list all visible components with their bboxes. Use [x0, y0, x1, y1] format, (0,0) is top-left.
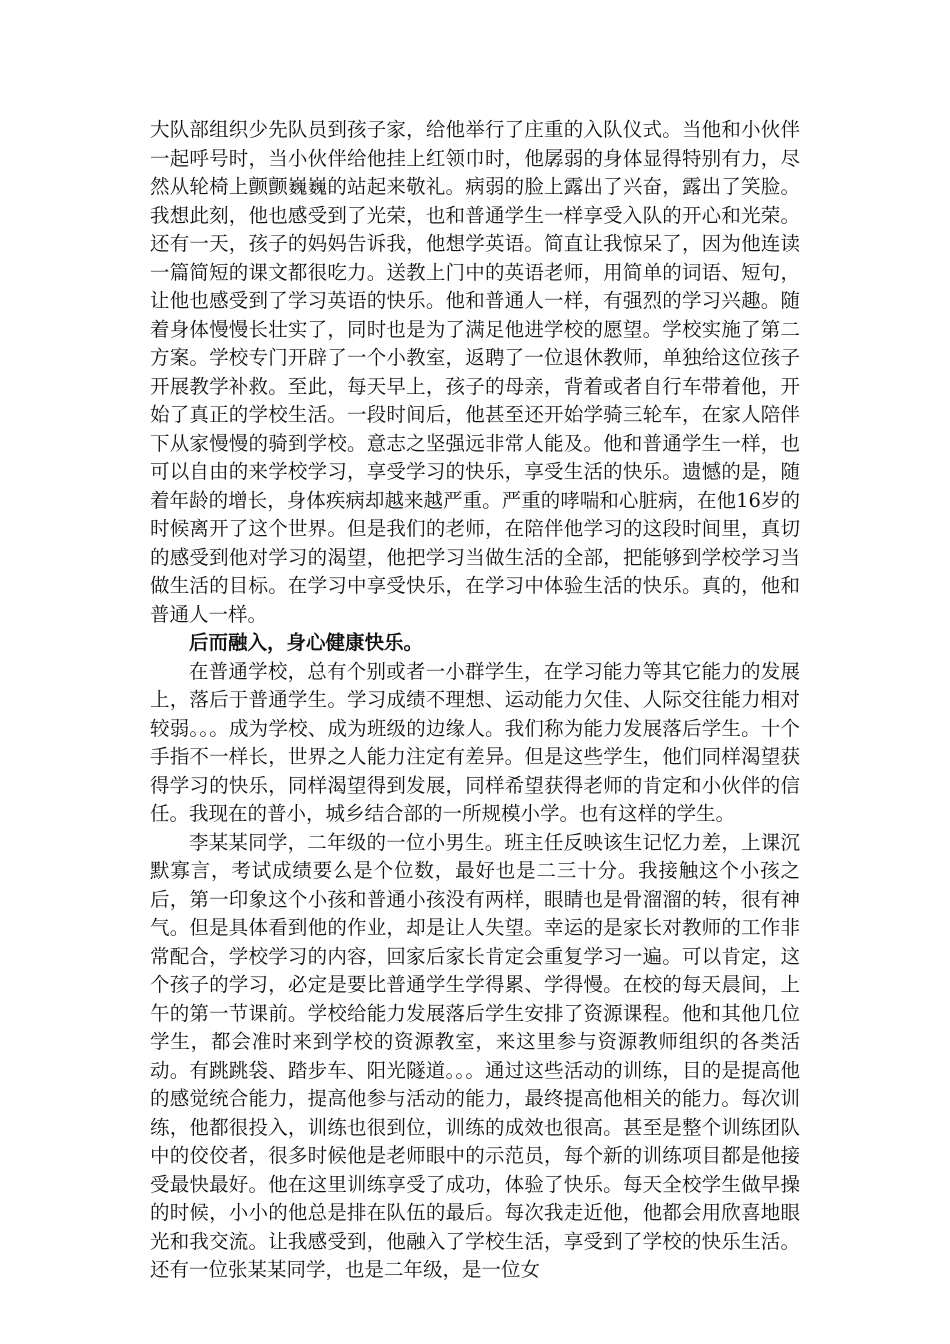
document-body [150, 116, 800, 1285]
paragraph-2: 在普通学校，总有个别或者一小群学生，在学习能力等其它能力的发展上，落后于普通学生。学习成绩不理想、运动能力欠佳、人际交往能力相对较弱。。。成为学校、成为班级的边缘人。我们称为能力发展落后学生。十个手指不一样长，世界之人能力注定有差异。但是这些学生，他们同样渴望获得学习的快乐，同样渴望得到发展，同样希望获得老师的肯定和小伙伴的信任。我现在的普小，城乡结合部的一所规模小学。也有这样的学生。 [150, 659, 800, 825]
section-heading: 后而融入，身心健康快乐。 [189, 631, 424, 654]
paragraph-1: 大队部组织少先队员到孩子家，给他举行了庄重的入队仪式。当他和小伙伴一起呼号时，当小伙伴给他挂上红领巾时，他孱弱的身体显得特别有力，尽然从轮椅上颤颤巍巍的站起来敬礼。病弱的脸上露出了兴奋，露出了笑脸。我想此刻，他也感受到了光荣，也和普通学生一样享受入队的开心和光荣。还有一天，孩子的妈妈告诉我，他想学英语。简直让我惊呆了，因为他连读一篇简短的课文都很吃力。送教上门中的英语老师，用简单的词语、短句，让他也感受到了学习英语的快乐。他和普通人一样，有强烈的学习兴趣。随着身体慢慢长壮实了，同时也是为了满足他进学校的愿望。学校实施了第二方案。学校专门开辟了一个小教室，返聘了一位退休教师，单独给这位孩子开展教学补救。至此，每天早上，孩子的母亲，背着或者自行车带着他，开始了真正的学校生活。一段时间后，他甚至还开始学骑三轮车，在家人陪伴下从家慢慢的骑到学校。意志之坚强远非常人能及。他和普通学生一样，也可以自由的来学校学习，享受学习的快乐，享受生活的快乐。遗憾的是，随着年龄的增长，身体疾病却越来越严重。严重的哮喘和心脏病，在他16岁的时候离开了这个世界。但是我们的老师，在陪伴他学习的这段时间里，真切的感受到他对学习的渴望，他把学习当做生活的全部，把能够到学校学习当做生活的目标。在学习中享受快乐，在学习中体验生活的快乐。真的，他和普通人一样。 [150, 118, 800, 626]
paragraph-3: 李某某同学，二年级的一位小男生。班主任反映该生记忆力差，上课沉默寡言，考试成绩要么是个位数，最好也是二三十分。我接触这个小孩之后，第一印象这个小孩和普通小孩没有两样，眼睛也是骨溜溜的转，很有神气。但是具体看到他的作业，却是让人失望。幸运的是家长对教师的工作非常配合，学校学习的内容，回家后家长肯定会重复学习一遍。可以肯定，这个孩子的学习，必定是要比普通学生学得累、学得慢。在校的每天晨间，上午的第一节课前。学校给能力发展落后学生安排了资源课程。他和其他几位学生，都会准时来到学校的资源教室，来这里参与资源教师组织的各类活动。有跳跳袋、踏步车、阳光隧道。。。通过这些活动的训练，目的是提高他的感觉统合能力，提高他参与活动的能力，最终提高他相关的能力。每次训练，他都很投入，训练也很到位，训练的成效也很高。甚至是整个训练团队中的佼佼者，很多时候他是老师眼中的示范员，每个新的训练项目都是他接受最快最好。他在这里训练享受了成功，体验了快乐。每天全校学生做早操的时候，小小的他总是排在队伍的最后。每次我走近他，他都会用欣喜地眼光和我交流。让我感受到，他融入了学校生活，享受到了学校的快乐生活。还有一位张某某同学，也是二年级，是一位女 [150, 830, 800, 1281]
